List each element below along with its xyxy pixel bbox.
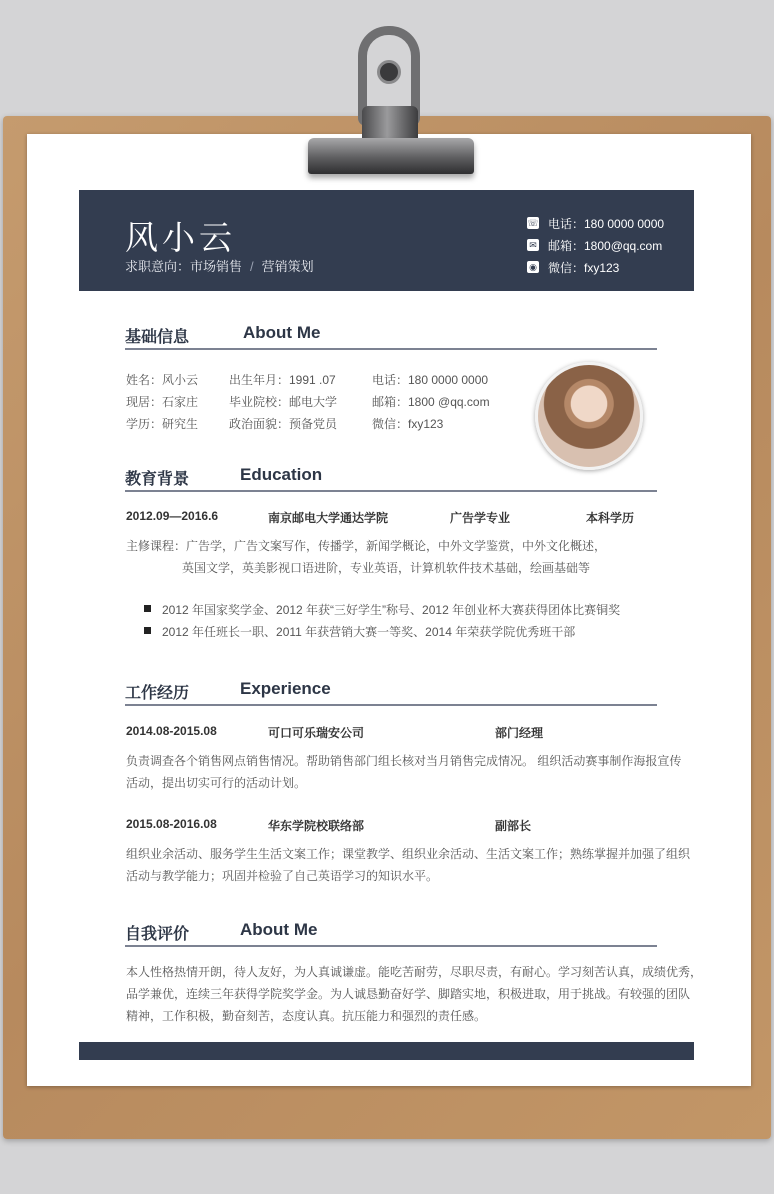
info-phone: 电话：180 0000 0000 [372,373,489,387]
job-2-role: 副部长 [495,819,532,833]
contact-wechat-text: 微信：fxy123 [548,260,620,275]
contact-phone [527,212,664,234]
contact-email [527,234,664,256]
mail-icon: ✉ [527,239,539,251]
info-email: 邮箱：1800 @qq.com [372,395,490,409]
info-birth: 出生年月：1991 .07 [229,373,336,387]
info-residence: 现居：石家庄 [126,395,199,409]
avatar [535,362,643,470]
clip-rivet [377,60,401,84]
job-1-org: 可口可乐瑞安公司 [268,726,365,740]
job-1-desc-line-2: 活动，提出切实可行的活动计划。 [126,776,307,790]
info-school: 毕业院校：邮电大学 [229,395,338,409]
edu-award-1: 2012 年国家奖学金、2012 年获“三好学生”称号、2012 年创业杯大赛获得团体比赛铜奖 [162,603,621,617]
section-education-cn: 教育背景 [125,471,190,488]
job-2-period: 2015.08-2016.08 [126,817,217,831]
contact-email-text: 邮箱：1800@qq.com [548,238,663,253]
header-contacts [527,212,664,278]
section-self-cn: 自我评价 [125,926,190,943]
job-target [125,256,314,275]
job-2-desc-line-2: 活动与教学能力；巩固并检验了自己英语学习的知识水平。 [126,869,439,883]
edu-courses-line-1: 主修课程：广告学，广告文案写作，传播学，新闻学概论，中外文学鉴赏，中外文化概述， [126,539,607,553]
binder-clip [300,26,480,176]
section-self-en: About Me [240,920,318,939]
contact-wechat [527,256,664,278]
section-education-en: Education [240,465,323,484]
self-line-3: 精神，工作积极，勤奋刻苦，态度认真。抗压能力和强烈的责任感。 [126,1009,487,1023]
section-basic-title [125,324,657,350]
edu-school: 南京邮电大学通达学院 [268,511,389,525]
section-work-cn: 工作经历 [125,685,190,702]
section-education-title [125,466,657,492]
job-1-role: 部门经理 [495,726,544,740]
info-name: 姓名：风小云 [126,373,199,387]
job-target-extra: 营销策划 [261,259,314,274]
section-work-title [125,680,657,706]
edu-award-2: 2012 年任班长一职、2011 年获营销大赛一等奖、2014 年荣获学院优秀班干部 [162,625,576,639]
info-wechat: 微信：fxy123 [372,417,444,431]
resume-header [79,190,694,291]
section-basic-cn: 基础信息 [125,329,190,346]
edu-courses-line-2: 英国文学，英美影视口语进阶，专业英语，计算机软件技术基础，绘画基础等 [182,561,591,575]
info-education: 学历：研究生 [126,417,199,431]
section-work-en: Experience [240,679,331,698]
section-self-title [125,921,657,947]
edu-major: 广告学专业 [450,511,511,525]
section-basic-en: About Me [243,323,321,342]
wechat-icon: ◉ [527,261,539,273]
edu-degree: 本科学历 [586,511,635,525]
job-target-separator: / [250,259,254,274]
info-political: 政治面貌：预备党员 [229,417,338,431]
job-2-desc-line-1: 组织业余活动、服务学生生活文案工作；课堂教学、组织业余活动、生活文案工作；熟练掌握并加强了组织 [126,847,691,861]
phone-icon: ☏ [527,218,539,228]
job-target-label: 求职意向：市场销售 [125,259,243,274]
job-1-period: 2014.08-2015.08 [126,724,217,738]
edu-period: 2012.09—2016.6 [126,509,219,523]
self-line-2: 品学兼优，连续三年获得学院奖学金。为人诚恳勤奋好学、脚踏实地，积极进取，用于挑战。有较强的团队 [126,987,691,1001]
job-2-org: 华东学院校联络部 [268,819,365,833]
job-1-desc-line-1: 负责调查各个销售网点销售情况。帮助销售部门组长核对当月销售完成情况。 组织活动赛事制作海报宣传 [126,754,682,768]
self-line-1: 本人性格热情开朗，待人友好，为人真诚谦虚。能吃苦耐劳，尽职尽责，有耐心。学习刻苦认真，成绩优秀， [126,965,703,979]
footer-bar [79,1042,694,1060]
candidate-name: 风小云 [125,218,236,257]
contact-phone-text: 电话：180 0000 0000 [548,216,665,231]
clip-base [308,138,474,174]
